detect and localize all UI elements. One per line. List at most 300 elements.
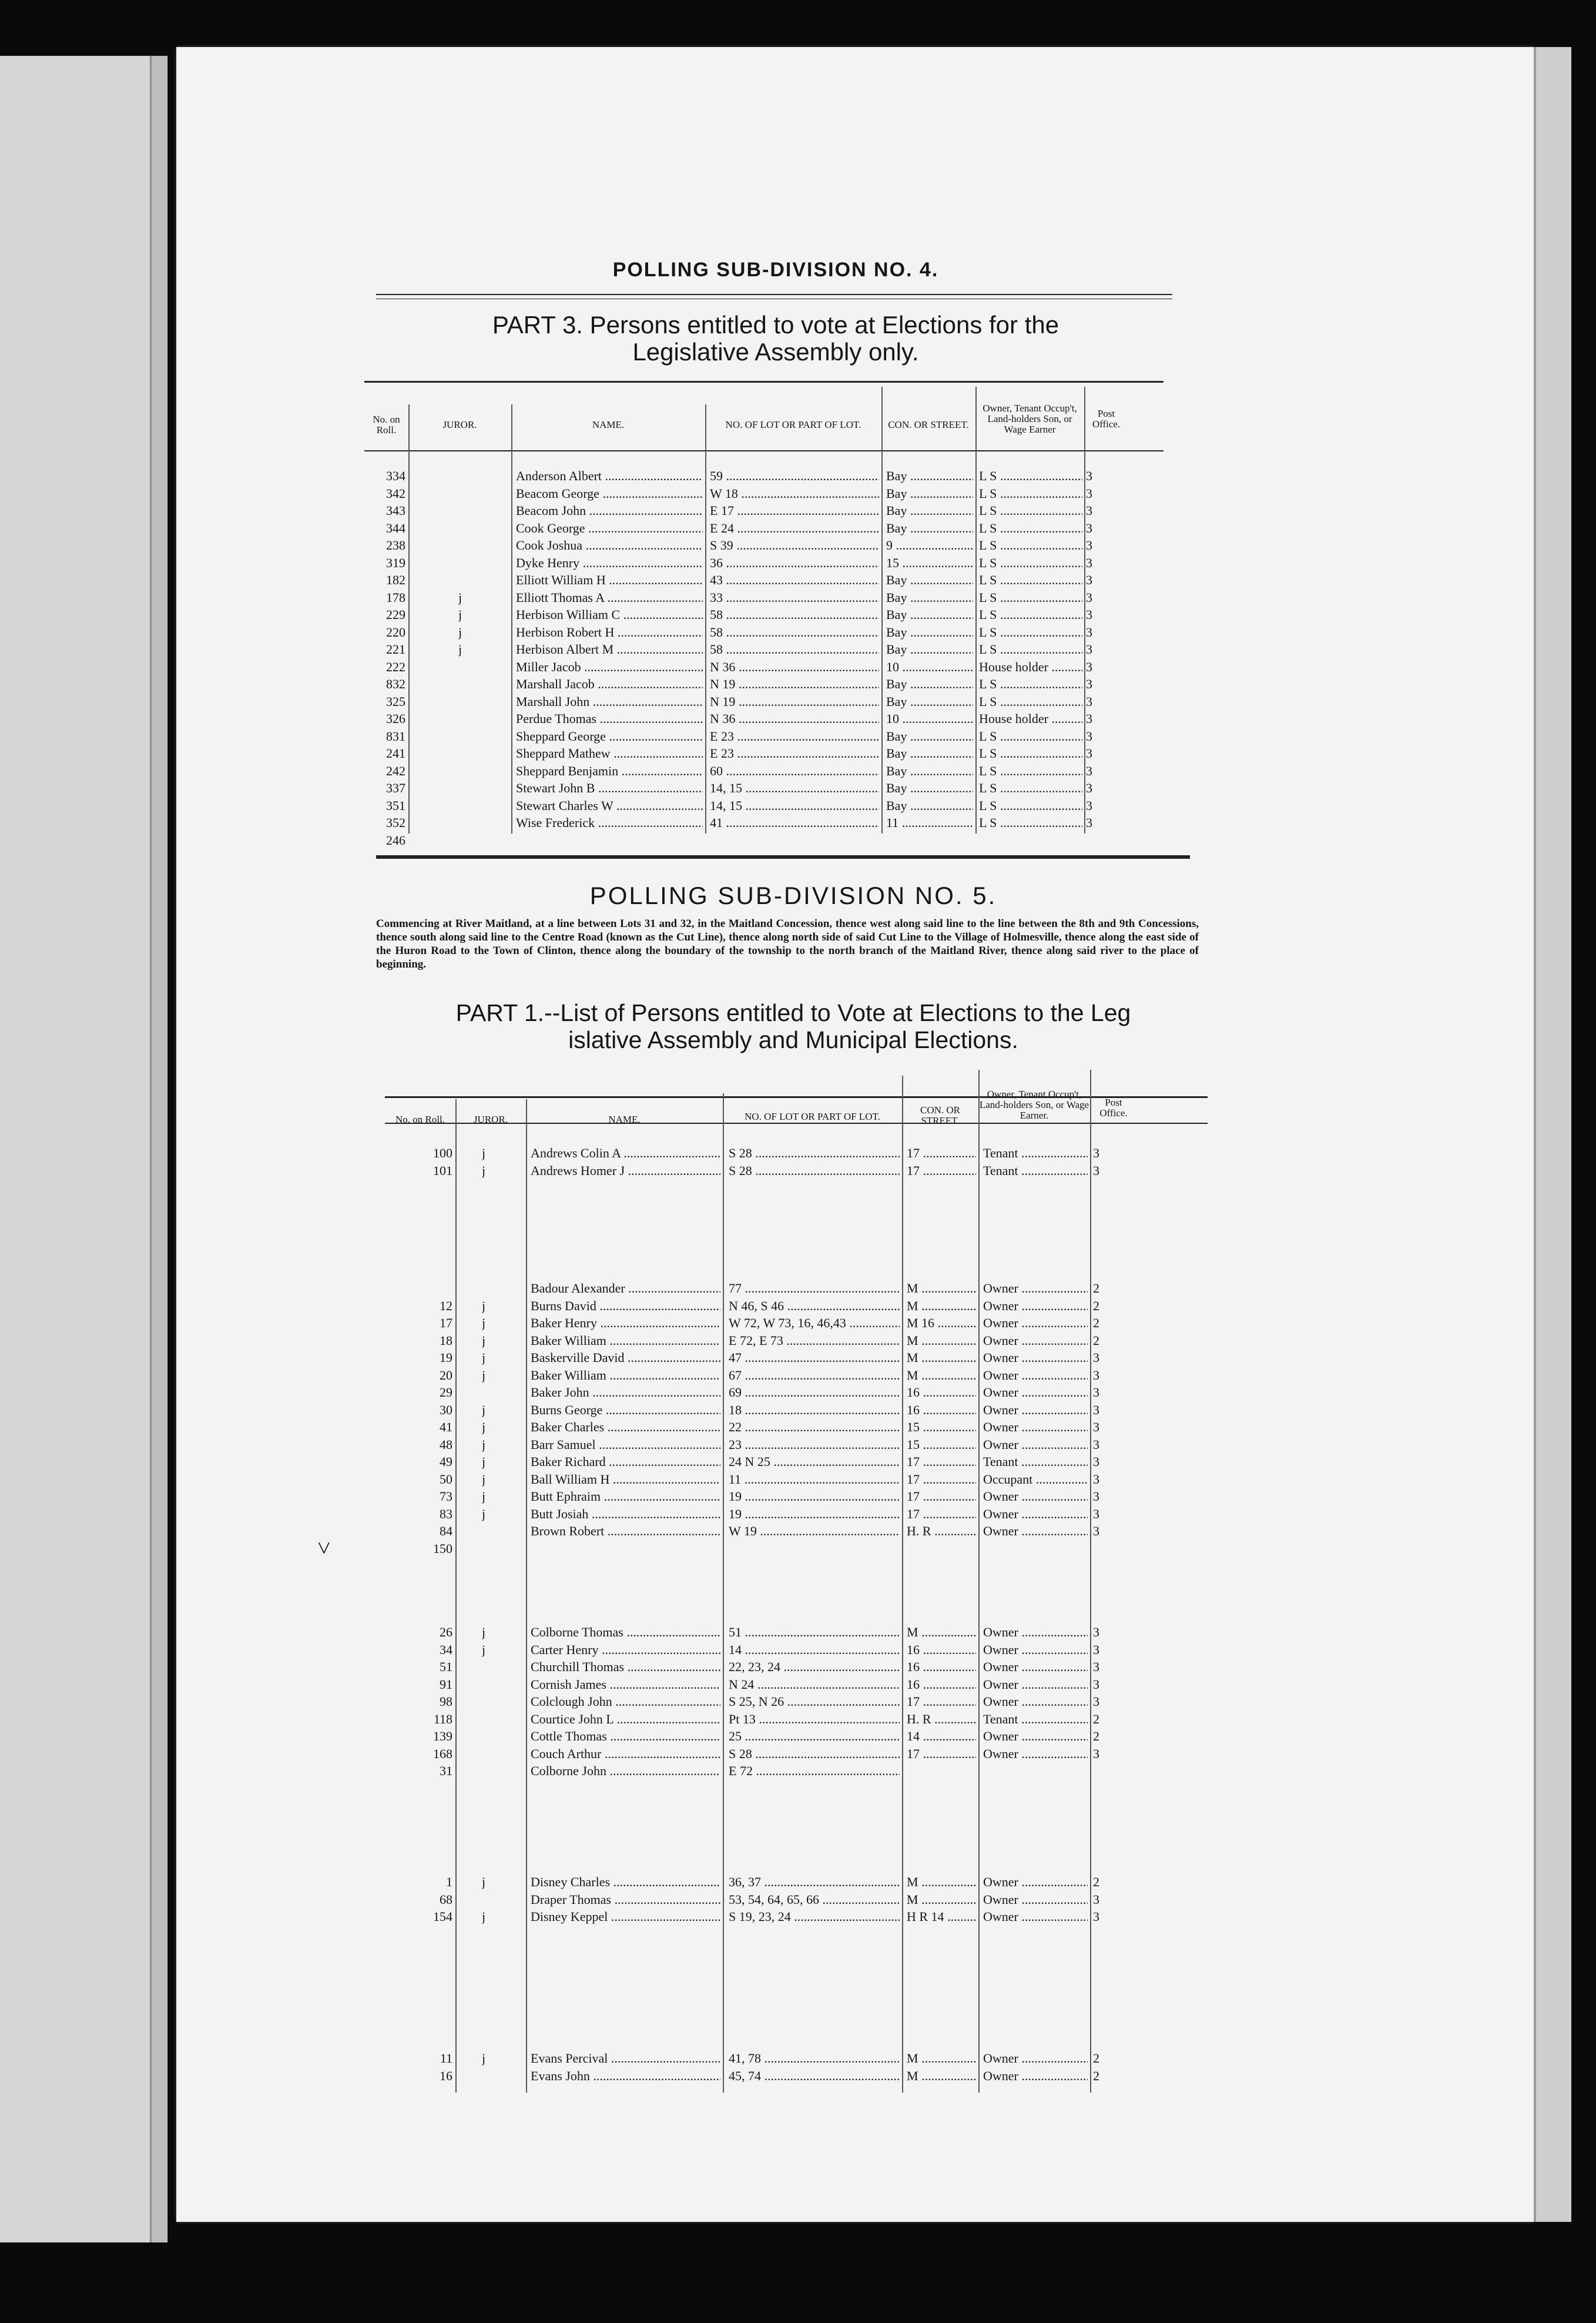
cell-con (907, 1693, 976, 1710)
cell-text: Owner (983, 1909, 1018, 1924)
cell-text: Cook Joshua (516, 538, 583, 553)
table-row (364, 555, 1164, 571)
cell-text: Owner (983, 1729, 1018, 1743)
col-divider (1090, 1070, 1091, 2093)
cell-text: Evans Percival (531, 2051, 608, 2066)
cell-text: 83 (440, 1506, 452, 1521)
table-row (385, 1874, 1208, 1890)
cell-roll (385, 1506, 452, 1522)
cell-status (979, 815, 1082, 831)
cell-text: Bay (886, 590, 907, 605)
cell-lot (729, 1384, 900, 1401)
cell-status (983, 1163, 1088, 1179)
cell-roll (364, 555, 405, 571)
cell-name (531, 1454, 720, 1470)
cell-name (516, 607, 703, 623)
table-row (364, 694, 1164, 710)
cell-post (1093, 1909, 1111, 1925)
cell-roll (385, 1523, 452, 1539)
cell-text: 3 (1093, 1367, 1099, 1383)
cell-text: Bay (886, 746, 907, 761)
cell-post (1093, 1746, 1111, 1762)
cell-post (1086, 798, 1104, 814)
cell-con (907, 1676, 976, 1693)
cell-roll (385, 1163, 452, 1179)
table-row (364, 624, 1164, 641)
cell-roll (364, 832, 405, 849)
cell-text: 3 (1086, 573, 1092, 587)
cell-text: N 19 (710, 694, 736, 709)
cell-text: Owner (983, 1659, 1018, 1674)
cell-roll (385, 1892, 452, 1908)
cell-text: 3 (1086, 468, 1092, 483)
table-row (385, 1437, 1208, 1453)
cell-text: Elliott William H (516, 573, 606, 587)
cell-text: Bay (886, 677, 907, 691)
cell-lot (710, 694, 879, 710)
cell-text: L S (979, 677, 997, 691)
cell-post (1093, 1693, 1111, 1710)
cell-text: Badour Alexander (531, 1281, 625, 1296)
cell-text: 3 (1086, 503, 1092, 518)
cell-text: 2 (1093, 2068, 1099, 2083)
cell-text: 18 (729, 1402, 742, 1417)
cell-text: Sheppard Benjamin (516, 763, 619, 778)
cell-text: 17 (907, 1506, 920, 1521)
cell-text: 3 (1086, 624, 1092, 640)
cell-juror (482, 1659, 505, 1675)
cell-name (516, 676, 703, 692)
cell-text: 3 (1086, 763, 1092, 778)
cell-con (907, 1454, 976, 1470)
cell-text: N 36 (710, 659, 736, 674)
cell-text: L S (979, 624, 997, 640)
cell-text: W 18 (710, 486, 738, 501)
cell-text: Colborne Thomas (531, 1625, 623, 1639)
cell-text: 3 (1093, 1146, 1099, 1160)
cell-lot (729, 1419, 900, 1435)
cell-con (907, 1402, 976, 1418)
cell-text: L S (979, 555, 997, 570)
cell-status (983, 1728, 1088, 1745)
cell-text: Couch Arthur (531, 1746, 602, 1761)
cell-text: 337 (386, 781, 405, 795)
cell-roll (385, 1333, 452, 1349)
cell-status (979, 711, 1082, 727)
cell-text: 36, 37 (729, 1875, 761, 1889)
cell-lot (729, 1350, 900, 1366)
cell-post (1093, 2068, 1111, 2084)
cell-con (886, 641, 973, 658)
cell-status (983, 1711, 1088, 1728)
cell-text: E 24 (710, 520, 734, 535)
cell-text: L S (979, 694, 997, 709)
cell-text: Owner (983, 1892, 1018, 1907)
cell-con (907, 1909, 976, 1925)
cell-status (983, 1350, 1088, 1366)
cell-text: 41, 78 (729, 2051, 761, 2066)
cell-text: 3 (1086, 815, 1092, 830)
cell-text: Bay (886, 694, 907, 709)
cell-text: 53, 54, 64, 65, 66 (729, 1892, 819, 1907)
cell-text: M (907, 2068, 918, 2083)
cell-text: 3 (1086, 555, 1092, 570)
cell-text: Baker Richard (531, 1454, 606, 1469)
cell-text: 3 (1086, 728, 1092, 744)
cell-lot (729, 1874, 900, 1890)
cell-con (886, 832, 973, 849)
cell-text: 30 (440, 1402, 452, 1417)
cell-text: Owner (983, 1385, 1018, 1400)
cell-text: 3 (1093, 1506, 1099, 1521)
cell-text: 242 (386, 763, 405, 778)
table-row (385, 1711, 1208, 1728)
cell-roll (385, 1659, 452, 1675)
cell-name (531, 1642, 720, 1658)
cell-lot (729, 1642, 900, 1658)
cell-status (983, 1384, 1088, 1401)
col-divider (526, 1099, 527, 2093)
cell-text: Owner (983, 2051, 1018, 2066)
cell-juror (482, 1384, 505, 1401)
cell-post (1086, 607, 1104, 623)
col-divider (902, 1076, 903, 2093)
cell-juror (482, 1419, 505, 1435)
cell-con (907, 1280, 976, 1297)
cell-text: House holder (979, 659, 1048, 674)
cell-post (1093, 1402, 1111, 1418)
cell-status (983, 1280, 1088, 1297)
cell-con (907, 2050, 976, 2067)
cell-juror (482, 1367, 505, 1384)
cell-text: 31 (440, 1763, 452, 1778)
cell-juror (458, 503, 482, 519)
cell-con (886, 659, 973, 675)
cell-text: 3 (1093, 1437, 1099, 1452)
cell-juror (458, 694, 482, 710)
table-row (385, 1315, 1208, 1331)
cell-text: Owner (983, 1420, 1018, 1434)
cell-text: 3 (1086, 590, 1092, 605)
cell-roll (385, 1746, 452, 1762)
cell-text: Owner (983, 1281, 1018, 1296)
table-row (385, 1280, 1208, 1297)
cell-text: L S (979, 573, 997, 587)
cell-text: N 19 (710, 677, 736, 691)
cell-text: Draper Thomas (531, 1892, 612, 1907)
cell-text: 3 (1093, 1454, 1099, 1469)
table-row (385, 1333, 1208, 1349)
cell-text: j (458, 642, 462, 657)
cell-name (531, 1402, 720, 1418)
cell-text: Baker John (531, 1385, 589, 1400)
cell-text: 17 (907, 1163, 920, 1178)
cell-roll (364, 728, 405, 745)
cell-juror (482, 1280, 505, 1297)
cell-juror (458, 537, 482, 554)
cell-text: 41 (710, 815, 723, 830)
cell-con (907, 1746, 976, 1762)
table-row (364, 503, 1164, 519)
cell-text: 17 (907, 1489, 920, 1504)
cell-juror (458, 798, 482, 814)
cell-status (979, 486, 1082, 502)
cell-name (531, 1624, 720, 1641)
cell-text: j (482, 1333, 486, 1348)
cell-text: Butt Ephraim (531, 1489, 601, 1504)
cell-lot (729, 1454, 900, 1470)
table-row (385, 1350, 1208, 1366)
cell-text: Herbison Robert H (516, 624, 615, 640)
cell-text: Owner (983, 1316, 1018, 1330)
cell-text: Owner (983, 1333, 1018, 1348)
cell-status (979, 832, 1082, 849)
cell-name (531, 1145, 720, 1162)
cell-text: Bay (886, 573, 907, 587)
cell-text: 3 (1086, 659, 1092, 674)
cell-juror (482, 1746, 505, 1762)
cell-status (983, 1437, 1088, 1453)
cell-text: 334 (386, 468, 405, 483)
cell-text: 222 (386, 659, 405, 674)
cell-lot (729, 1367, 900, 1384)
cell-juror (458, 590, 482, 606)
cell-text: 118 (433, 1711, 452, 1726)
subdivision5-boundary-description: Commencing at River Maitland, at a line between Lots 31 and 32, in the Maitland Concession, thence west along said line to the line between the 8th and 9th Concessions, thence south along said line to the Centre Road (known as the Cut Line), thence along north side of said Cut Line to the Village of Holmesville, thence along the east side of the Huron Road to the Town of Clinton, thence along the boundary of the township to the north branch of the Maitland River, thence along said river to the place of beginning. (376, 918, 1199, 970)
part1-heading-line1: PART 1.--List of Persons entitled to Vote at Elections to the Leg (455, 999, 1131, 1026)
cell-name (516, 694, 703, 710)
cell-juror (458, 486, 482, 502)
cell-text: Herbison William C (516, 607, 621, 622)
table-row (385, 1506, 1208, 1522)
cell-juror (482, 1523, 505, 1539)
cell-con (907, 1437, 976, 1453)
cell-status (983, 2068, 1088, 2084)
cell-text: 2 (1093, 1711, 1099, 1726)
cell-text: 325 (386, 694, 405, 709)
cell-con (907, 2068, 976, 2084)
cell-text: 36 (710, 555, 723, 570)
cell-con (907, 1892, 976, 1908)
cell-text: 84 (440, 1524, 452, 1538)
cell-lot (710, 728, 879, 745)
cell-name (516, 728, 703, 745)
header-juror: JUROR. (442, 419, 477, 430)
cell-status (983, 1676, 1088, 1693)
cell-text: 17 (907, 1471, 920, 1487)
header-roll: No. on Roll. (373, 414, 400, 436)
cell-juror (482, 1454, 505, 1470)
cell-text: Churchill Thomas (531, 1659, 625, 1674)
cell-text: j (482, 1146, 486, 1160)
table-row (385, 1367, 1208, 1384)
table-row (364, 711, 1164, 727)
cell-text: 50 (440, 1471, 452, 1487)
cell-name (516, 486, 703, 502)
cell-status (979, 503, 1082, 519)
cell-juror (482, 1892, 505, 1908)
cell-post (1086, 815, 1104, 831)
cell-con (907, 1523, 976, 1539)
cell-name (516, 468, 703, 484)
cell-text: Owner (983, 1746, 1018, 1761)
cell-status (983, 1145, 1088, 1162)
cell-lot (710, 468, 879, 484)
cell-juror (482, 1642, 505, 1658)
cell-juror (458, 832, 482, 849)
cell-text: Owner (983, 1875, 1018, 1889)
cell-text: Barr Samuel (531, 1437, 596, 1452)
cell-juror (458, 676, 482, 692)
cell-text: M 16 (907, 1316, 935, 1330)
cell-text: 47 (729, 1350, 742, 1365)
cell-name (531, 1163, 720, 1179)
cell-con (886, 676, 973, 692)
cell-post (1093, 1541, 1111, 1557)
cell-juror (458, 745, 482, 762)
cell-roll (385, 1454, 452, 1470)
cell-text: 17 (440, 1316, 452, 1330)
cell-text: 3 (1093, 1489, 1099, 1504)
cell-roll (385, 1642, 452, 1658)
table-row (385, 1659, 1208, 1675)
cell-post (1093, 1728, 1111, 1745)
cell-juror (482, 1350, 505, 1366)
table-row (385, 1728, 1208, 1745)
cell-post (1093, 1437, 1111, 1453)
cell-text: 68 (440, 1892, 452, 1907)
cell-text: Bay (886, 503, 907, 518)
cell-text: 3 (1086, 798, 1092, 813)
cell-text: j (482, 1163, 486, 1178)
cell-lot (729, 1541, 900, 1557)
cell-text: 319 (386, 555, 405, 570)
cell-text: j (482, 1454, 486, 1469)
cell-text: 229 (386, 607, 405, 622)
table-row (364, 486, 1164, 502)
cell-text: 17 (907, 1454, 920, 1469)
cell-text: M (907, 1333, 918, 1348)
cell-text: 48 (440, 1437, 452, 1452)
cell-text: 58 (710, 607, 723, 622)
cell-lot (729, 1659, 900, 1675)
cell-post (1093, 1874, 1111, 1890)
cell-name (531, 1350, 720, 1366)
table-row (385, 1454, 1208, 1470)
cell-text: 3 (1093, 1892, 1099, 1907)
cell-text: N 46, S 46 (729, 1298, 784, 1313)
cell-con (907, 1367, 976, 1384)
cell-juror (482, 1693, 505, 1710)
table-row (364, 728, 1164, 745)
cell-text: Perdue Thomas (516, 711, 597, 726)
cell-text: 11 (440, 2051, 452, 2066)
cell-name (531, 1909, 720, 1925)
cell-text: E 72, E 73 (729, 1333, 783, 1348)
cell-juror (482, 1763, 505, 1779)
cell-text: 241 (386, 746, 405, 761)
cell-roll (364, 468, 405, 484)
cell-juror (482, 1506, 505, 1522)
cell-text: Baskerville David (531, 1350, 625, 1365)
cell-text: Sheppard Mathew (516, 746, 611, 761)
cell-status (983, 1506, 1088, 1522)
cell-roll (364, 815, 405, 831)
cell-con (886, 624, 973, 641)
table-row (385, 1763, 1208, 1779)
cell-con (907, 1419, 976, 1435)
cell-text: 2 (1093, 2051, 1099, 2066)
cell-text: 14, 15 (710, 798, 742, 813)
cell-text: Disney Keppel (531, 1909, 608, 1924)
cell-text: 178 (386, 590, 405, 605)
cell-roll (364, 711, 405, 727)
cell-text: L S (979, 468, 997, 483)
cell-status (983, 1746, 1088, 1762)
cell-con (907, 1763, 976, 1779)
cell-text: Colclough John (531, 1694, 612, 1709)
header-name: NAME. (592, 419, 625, 430)
cell-text: E 17 (710, 503, 734, 518)
header-name: NAME. (608, 1114, 641, 1125)
cell-text: 342 (386, 486, 405, 501)
cell-text: Cottle Thomas (531, 1729, 607, 1743)
cell-status (979, 590, 1082, 606)
cell-text: 15 (886, 555, 899, 570)
cell-post (1093, 1763, 1111, 1779)
cell-text: Owner (983, 1524, 1018, 1538)
cell-lot (729, 1909, 900, 1925)
table-row (364, 520, 1164, 537)
cell-name (516, 815, 703, 831)
cell-text: 14 (907, 1729, 920, 1743)
cell-name (531, 1471, 720, 1488)
cell-juror (482, 1728, 505, 1745)
cell-lot (710, 624, 879, 641)
cell-text: 3 (1086, 677, 1092, 691)
cell-juror (482, 1315, 505, 1331)
cell-status (983, 1763, 1088, 1779)
cell-text: 19 (440, 1350, 452, 1365)
cell-roll (385, 2068, 452, 2084)
cell-con (907, 1541, 976, 1557)
cell-text: 101 (433, 1163, 452, 1178)
cell-post (1086, 728, 1104, 745)
cell-roll (385, 1437, 452, 1453)
cell-post (1086, 676, 1104, 692)
cell-text: Owner (983, 1437, 1018, 1452)
cell-post (1093, 1350, 1111, 1366)
cell-text: Stewart Charles W (516, 798, 613, 813)
cell-juror (482, 1402, 505, 1418)
cell-text: 3 (1093, 1350, 1099, 1365)
cell-text: 3 (1086, 781, 1092, 795)
cell-roll (385, 2050, 452, 2067)
table-row (385, 1163, 1208, 1179)
table-row (385, 1419, 1208, 1435)
cell-text: L S (979, 607, 997, 622)
cell-text: 2 (1093, 1333, 1099, 1348)
table-row (364, 763, 1164, 779)
cell-con (886, 572, 973, 588)
cell-text: Wise Frederick (516, 815, 595, 830)
cell-name (531, 1280, 720, 1297)
cell-name (516, 780, 703, 796)
cell-text: 3 (1086, 694, 1092, 709)
cell-status (983, 1693, 1088, 1710)
cell-lot (729, 1746, 900, 1762)
cell-text: 351 (386, 798, 405, 813)
